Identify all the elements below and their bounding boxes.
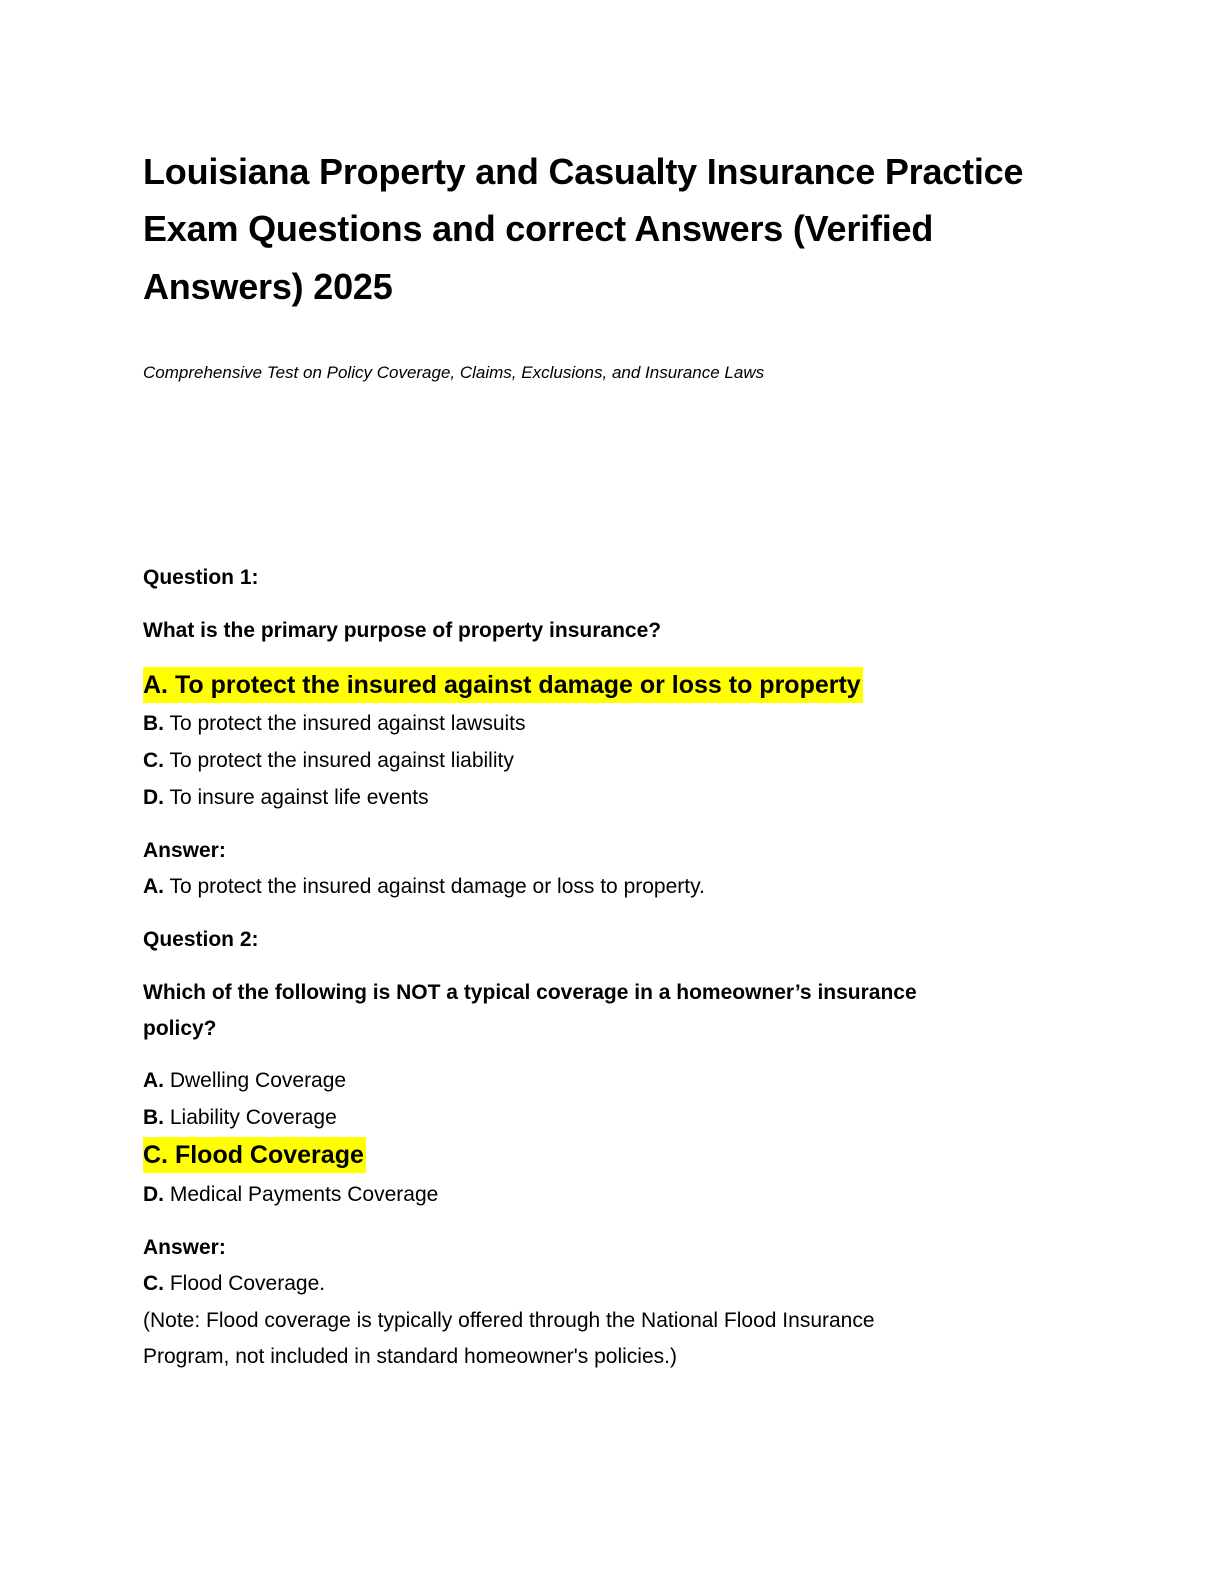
question-1-text: What is the primary purpose of property insurance? [143, 619, 662, 642]
question-2-note-line-2: Program, not included in standard homeowner's policies.) [143, 1345, 677, 1368]
question-2-note-line-1: (Note: Flood coverage is typically offered through the National Flood Insurance [143, 1309, 875, 1332]
document-subtitle: Comprehensive Test on Policy Coverage, Claims, Exclusions, and Insurance Laws [143, 363, 765, 382]
question-2-text-line-1: Which of the following is NOT a typical coverage in a homeowner’s insurance [143, 981, 917, 1004]
question-2-option-d: D. Medical Payments Coverage [143, 1183, 439, 1206]
question-1-option-b: B. To protect the insured against lawsuits [143, 712, 526, 735]
question-2-label: Question 2: [143, 928, 259, 951]
question-2-answer: C. Flood Coverage. [143, 1272, 326, 1295]
question-1-answer: A. To protect the insured against damage or loss to property. [143, 875, 705, 898]
question-2-answer-label: Answer: [143, 1236, 226, 1259]
question-2-option-c [143, 1137, 366, 1173]
question-2-option-a: A. Dwelling Coverage [143, 1069, 347, 1092]
document-title-line-2: Exam Questions and correct Answers (Verified [143, 208, 934, 249]
question-1-option-a [143, 667, 863, 703]
document-title-line-1: Louisiana Property and Casualty Insurance Practice [143, 151, 1024, 192]
highlighted-correct-option: C. Flood Coverage [143, 1137, 366, 1173]
question-1-answer-label: Answer: [143, 839, 226, 862]
question-2-option-b: B. Liability Coverage [143, 1106, 337, 1129]
highlighted-correct-option: A. To protect the insured against damage or loss to property [143, 667, 863, 703]
question-1-option-c: C. To protect the insured against liability [143, 749, 514, 772]
question-1-label: Question 1: [143, 566, 259, 589]
document-title-line-3: Answers) 2025 [143, 266, 393, 307]
question-2-text-line-2: policy? [143, 1017, 217, 1040]
question-1-option-d: D. To insure against life events [143, 786, 429, 809]
